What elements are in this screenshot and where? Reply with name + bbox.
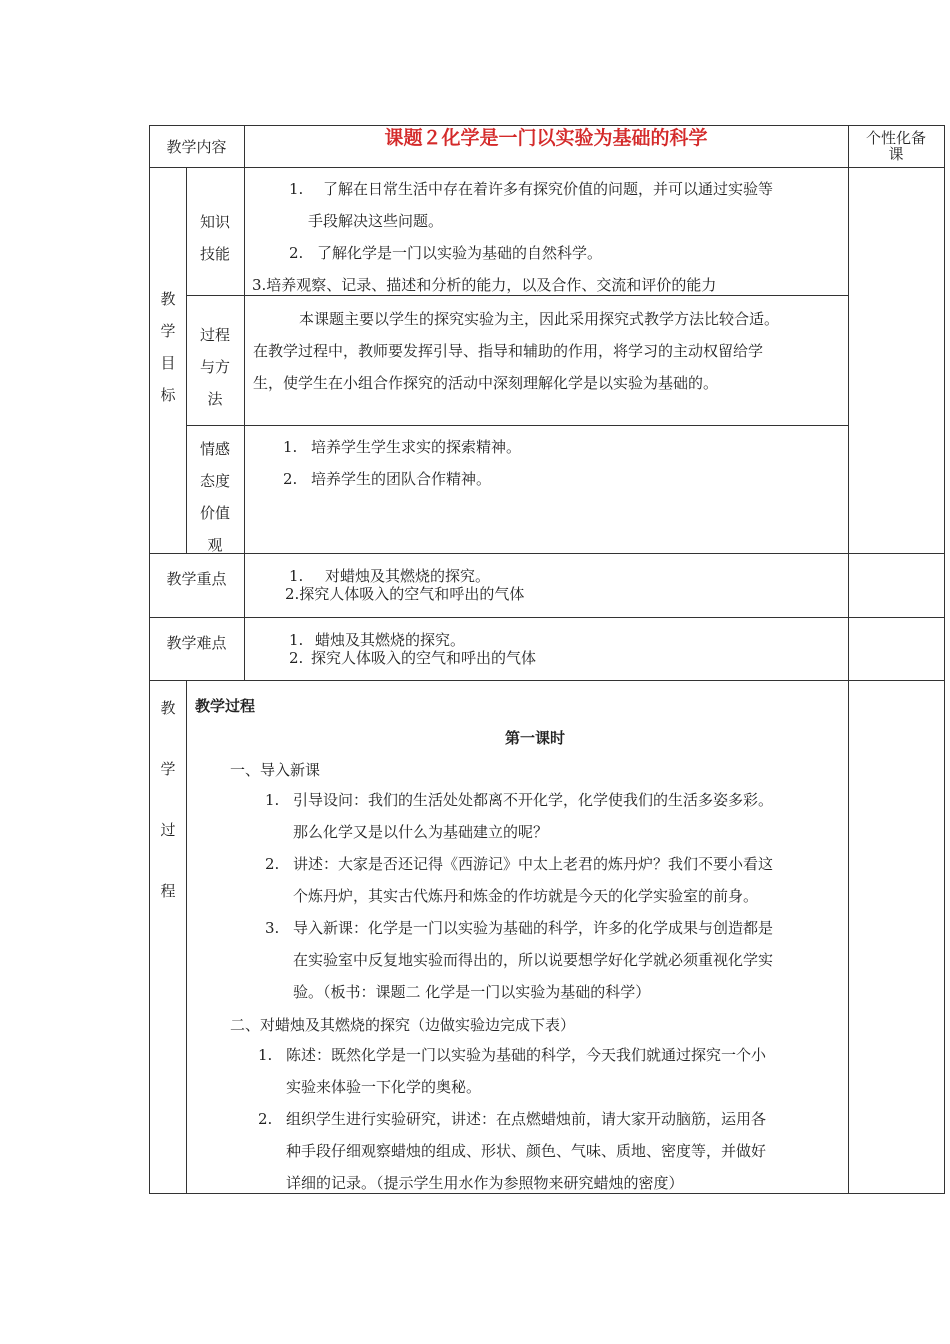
key-point-1: 1. 对蜡烛及其燃烧的探究。 xyxy=(289,567,491,585)
table-row-divider xyxy=(186,425,848,426)
lesson-number: 第一课时 xyxy=(504,729,565,747)
difficulty-2: 2. 探究人体吸入的空气和呼出的气体 xyxy=(289,649,537,667)
table-border-right xyxy=(944,125,945,1194)
table-col-divider xyxy=(244,167,245,554)
difficulties-label: 教学难点 xyxy=(166,634,227,652)
process-paragraph: 本课题主要以学生的探究实验为主，因此采用探究式教学方法比较合适。 在教学过程中，教师要发挥引导、指导和辅助的作用，将学习的主动权留给学 生，使学生在小组合作探究的活动中深刻理解化学是以实验为基础的。 xyxy=(253,310,780,392)
knowledge-label: 知识 技能 xyxy=(199,213,230,263)
table-row-divider xyxy=(149,553,944,554)
emotion-label: 情感 态度 价值 观 xyxy=(199,440,230,554)
document-page: 教学内容 课题２化学是一门以实验为基础的科学 个性化备 课 教 学 目 标 知识 技能 1. 了解在日常生活中存在着许多有探究价值的问题，并可以通过实验等 手段解决这些问题。 2. 了解化学是一门以实验为基础的自然科学。 3.培养观察、记录、描述和分析的能力，以及合作、交流和评价的能力 过程 与方 法 本课题主要以学生的探究实验为主，因此采用探究式教学方法比较合适。 在教学过程中，教师要发挥引导、指导和辅助的作用，将学习的主动权留给学 生，使学生在小组合作探究的活动中深刻理解化学是以实验为基础的。 情感 态度 价值 观 1. 培养学生学生求实的探索精神。 2. 培养学生的团队合作精神。 教学重点 1. 对蜡烛及其燃烧的探究。 2.探究人体吸入的空气和呼出的气体 教学难点 1. 蜡烛及其燃烧的探究。 2. 探究人体吸入的空气和呼出的气体 教 学 过 程 教学过程 第一课时 一、导入新课 1. 引导设问：我们的生活处处都离不开化学，化学使我们的生活多姿多彩。 那么化学又是以什么为基础建立的呢？ 2. 讲述：大家是否还记得《西游记》中太上老君的炼丹炉？我们不要小看这 个炼丹炉，其实古代炼丹和炼金的作坊就是今天的化学实验室的前身。 3. 导入新课：化学是一门以实验为基础的科学，许多的化学成果与创造都是 在实验室中反复地实验而得出的，所以说要想学好化学就必须重视化学实 验。（板书：课题二 化学是一门以实验为基础的科学） 二、对蜡烛及其燃烧的探究（边做实验边完成下表） 1. 陈述：既然化学是一门以实验为基础的科学，今天我们就通过探究一个小 实验来体验一下化学的奥秘。 2. 组织学生进行实验研究，讲述：在点燃蜡烛前，请大家开动脑筋，运用各 种手段仔细观察蜡烛的组成、形状、颜色、气味、质地、密度等，并做好 详细的记录。（提示学生用水作为参照物来研究蜡烛的密度） xyxy=(0,0,950,1344)
lesson-title: 课题２化学是一门以实验为基础的科学 xyxy=(384,127,708,149)
part-2-title: 二、对蜡烛及其燃烧的探究（边做实验边完成下表） xyxy=(230,1016,576,1034)
table-border-left xyxy=(149,125,150,1194)
table-row-divider xyxy=(149,617,944,618)
part-1-title: 一、导入新课 xyxy=(230,761,321,779)
key-points-label: 教学重点 xyxy=(166,570,227,588)
process-heading: 教学过程 xyxy=(195,697,256,715)
table-col-divider xyxy=(244,553,245,681)
table-row-divider xyxy=(149,167,944,168)
table-row-divider xyxy=(186,295,848,296)
process-label: 过程 与方 法 xyxy=(199,326,230,408)
notes-label: 个性化备 课 xyxy=(865,129,926,163)
key-point-2: 2.探究人体吸入的空气和呼出的气体 xyxy=(285,585,525,603)
knowledge-item-3: 3.培养观察、记录、描述和分析的能力，以及合作、交流和评价的能力 xyxy=(252,276,717,294)
table-row-divider xyxy=(149,680,944,681)
table-col-divider xyxy=(848,125,849,1194)
table-col-divider xyxy=(186,680,187,1194)
process-section-label: 教 学 过 程 xyxy=(160,699,176,900)
difficulty-1: 1. 蜡烛及其燃烧的探究。 xyxy=(289,631,466,649)
objectives-label: 教 学 目 标 xyxy=(160,290,176,404)
content-label: 教学内容 xyxy=(166,138,227,156)
